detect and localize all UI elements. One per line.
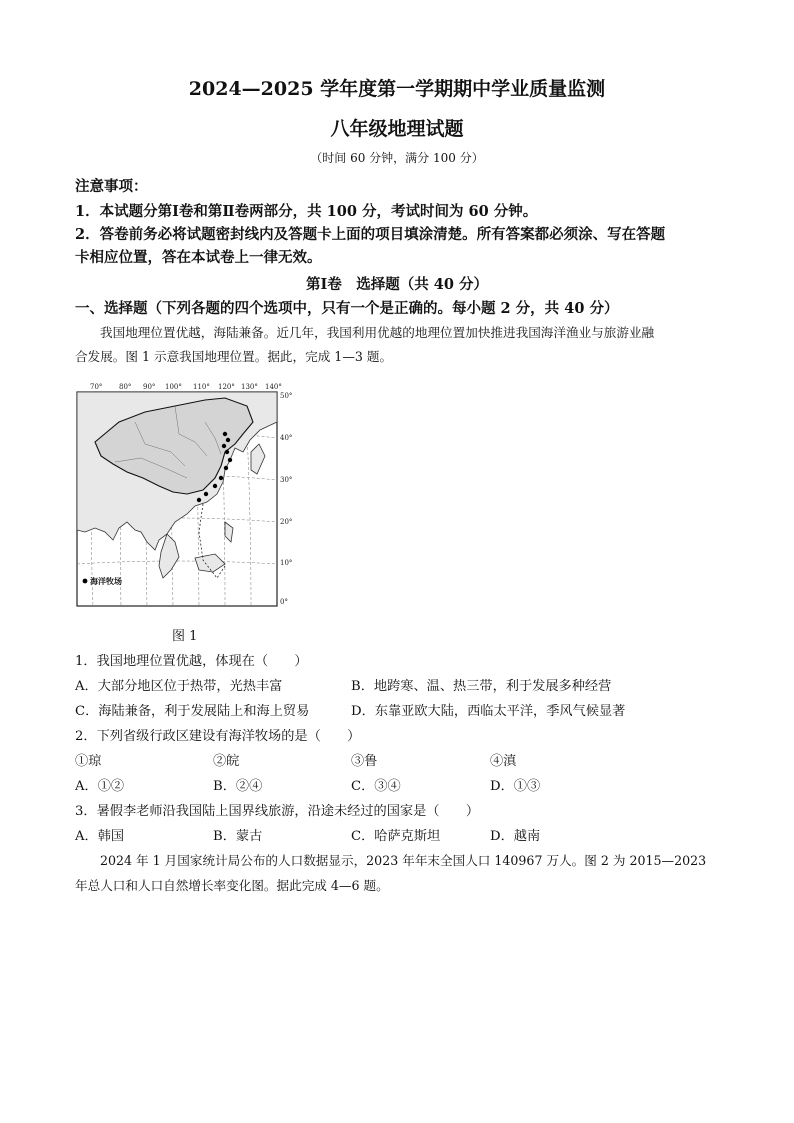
intro-line-2: 合发展。图 1 示意我国地理位置。据此，完成 1—3 题。 — [75, 349, 393, 364]
lon-label: 70° — [90, 383, 103, 391]
q1-option-a: A．大部分地区位于热带，光热丰富 — [75, 679, 283, 694]
figure-caption: 图 1 — [172, 629, 198, 644]
time-note: （时间 60 分钟，满分 100 分） — [310, 151, 484, 165]
note-item-1: 1．本试题分第Ⅰ卷和第Ⅱ卷两部分，共 100 分，考试时间为 60 分钟。 — [75, 203, 538, 220]
part1-heading: 第Ⅰ卷 选择题（共 40 分） — [305, 276, 489, 293]
intro-line-1: 我国地理位置优越，海陆兼备。近几年，我国利用优越的地理位置加快推进我国海洋渔业与旅游业融 — [100, 325, 655, 340]
q1-option-d: D．东靠亚欧大陆，西临太平洋，季风气候显著 — [351, 704, 626, 719]
q2-option-b: B．②④ — [213, 779, 263, 794]
q2-stem: 2．下列省级行政区建设有海洋牧场的是（ ） — [75, 729, 361, 744]
q2-item-4: ④滇 — [490, 754, 517, 769]
q1-option-c: C．海陆兼备，利于发展陆上和海上贸易 — [75, 704, 310, 719]
q1-option-b: B．地跨寒、温、热三带，利于发展多种经营 — [351, 679, 612, 694]
lat-label: 10° — [280, 559, 293, 567]
q1-stem: 1．我国地理位置优越，体现在（ ） — [75, 654, 308, 669]
exam-title: 2024—2025 学年度第一学期期中学业质量监测 — [188, 78, 606, 100]
lon-label: 100° — [165, 383, 182, 391]
part2-intro-line-2: 年总人口和人口自然增长率变化图。据此完成 4—6 题。 — [75, 878, 389, 893]
q2-item-1: ①琼 — [75, 754, 102, 769]
lat-label: 50° — [280, 392, 293, 400]
q2-option-c: C．③④ — [351, 779, 401, 794]
note-item-2-line2: 卡相应位置，答在本试卷上一律无效。 — [75, 249, 322, 266]
lat-label: 20° — [280, 518, 293, 526]
lon-label: 130° — [241, 383, 258, 391]
lon-label: 110° — [193, 383, 210, 391]
lon-label: 140° — [265, 383, 282, 391]
lon-label: 120° — [218, 383, 235, 391]
lat-label: 0° — [280, 598, 288, 606]
china-location-map — [75, 382, 293, 608]
q2-option-a: A．①② — [75, 779, 125, 794]
map-legend: 海洋牧场 — [90, 576, 122, 586]
q3-option-b: B．蒙古 — [213, 829, 263, 844]
legend-marker — [83, 579, 88, 584]
lat-label: 40° — [280, 434, 293, 442]
lon-label: 90° — [143, 383, 156, 391]
q3-option-a: A．韩国 — [75, 829, 125, 844]
q3-stem: 3．暑假李老师沿我国陆上国界线旅游，沿途未经过的国家是（ ） — [75, 804, 480, 819]
part2-intro-line-1: 2024 年 1 月国家统计局公布的人口数据显示，2023 年年末全国人口 140967 万人。图 2 为 2015—2023 — [100, 853, 707, 868]
q2-item-2: ②皖 — [213, 754, 240, 769]
q3-option-d: D．越南 — [490, 829, 541, 844]
q2-item-3: ③鲁 — [351, 754, 378, 769]
note-item-2-line1: 2．答卷前务必将试题密封线内及答题卡上面的项目填涂清楚。所有答案都必须涂、写在答题 — [75, 226, 666, 243]
q3-option-c: C．哈萨克斯坦 — [351, 829, 441, 844]
section-heading: 一、选择题（下列各题的四个选项中，只有一个是正确的。每小题 2 分，共 40 分） — [75, 300, 619, 317]
exam-subtitle: 八年级地理试题 — [330, 118, 464, 140]
q2-option-d: D．①③ — [490, 779, 541, 794]
notes-heading: 注意事项： — [75, 178, 148, 195]
lat-label: 30° — [280, 476, 293, 484]
lon-label: 80° — [119, 383, 132, 391]
